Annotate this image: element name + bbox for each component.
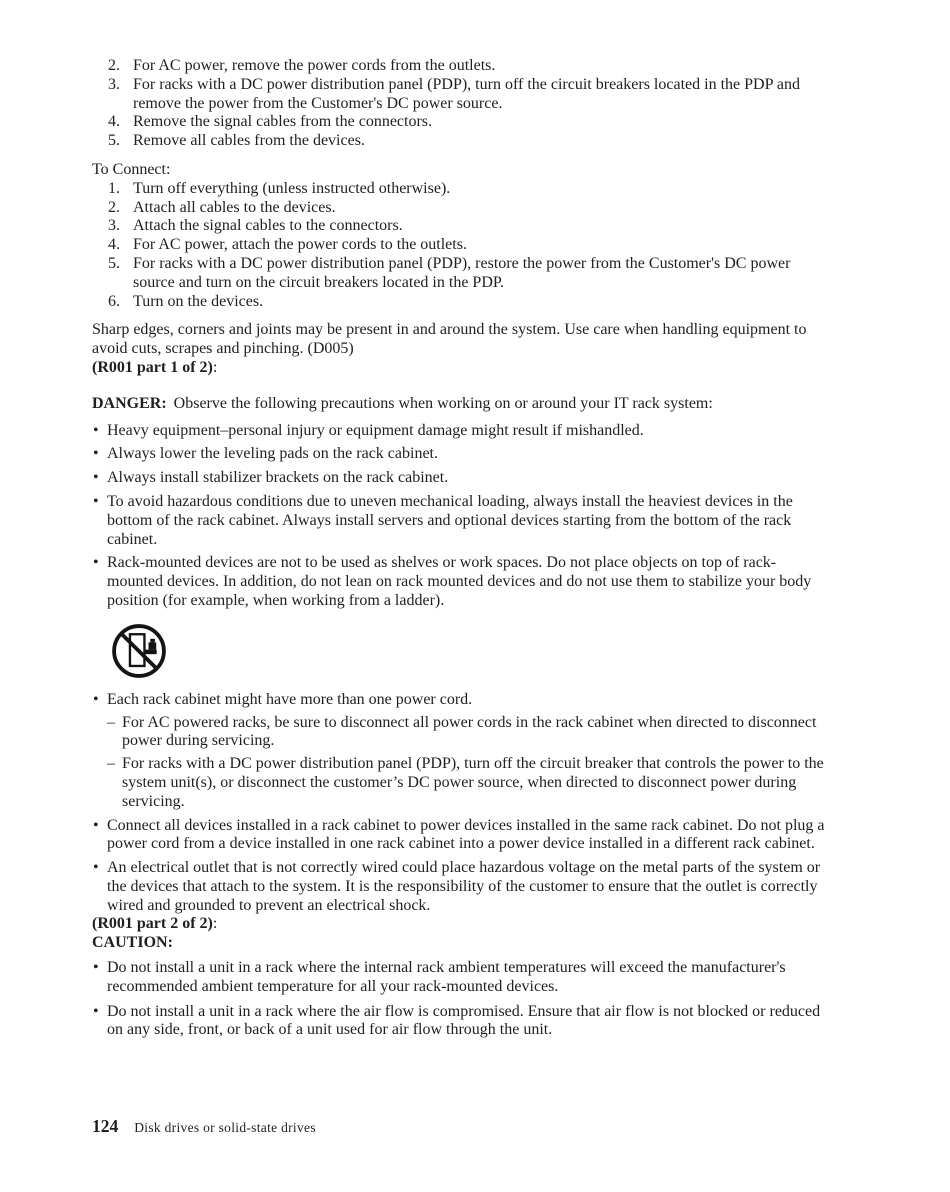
connect-intro: To Connect: bbox=[92, 160, 171, 178]
page-content bbox=[92, 57, 832, 1040]
no-objects-on-rack-icon bbox=[110, 622, 168, 680]
list-item-number: 3. bbox=[108, 75, 120, 93]
list-item-text: Remove the signal cables from the connectors. bbox=[133, 113, 433, 131]
dash-sub-item: – For racks with a DC power distribution panel (PDP), turn off the circuit breaker that controls the power to the system unit(s), or disconnect the customer’s DC power source, when directed to disconnect power during servicing. bbox=[107, 755, 832, 811]
bullet-item: • Always lower the leveling pads on the rack cabinet. bbox=[92, 445, 832, 464]
r001-part1-heading bbox=[92, 359, 832, 378]
list-item-number: 2. bbox=[108, 198, 120, 216]
list-item-number: 5. bbox=[108, 132, 120, 150]
list-item-number: 2. bbox=[108, 57, 120, 74]
list-item-text: Remove all cables from the devices. bbox=[133, 132, 365, 150]
r001-part2-label: (R001 part 2 of 2) bbox=[92, 915, 213, 933]
bullet-item: • To avoid hazardous conditions due to uneven mechanical loading, always install the heaviest devices in the bottom of the rack cabinet. Always install servers and optional devices starting from the bottom of the rack cabinet. bbox=[92, 493, 832, 549]
bullet-item: • Rack-mounted devices are not to be used as shelves or work spaces. Do not place objects on top of rack-mounted devices. In addition, do not lean on rack mounted devices and do not use them to stabilize your body position (for example, when working from a ladder). bbox=[92, 554, 832, 610]
list-item bbox=[108, 236, 832, 255]
power-cord-bullet-group bbox=[92, 691, 832, 812]
sharp-edges-paragraph: Sharp edges, corners and joints may be present in and around the system. Use care when handling equipment to avoid cuts, scrapes and pinching. (D005) bbox=[92, 321, 807, 358]
danger-paragraph bbox=[92, 395, 832, 414]
list-item-text: For AC power, remove the power cords from the outlets. bbox=[133, 57, 496, 74]
danger-label: DANGER: bbox=[92, 394, 167, 412]
bullet-item: • Connect all devices installed in a rack cabinet to power devices installed in the same rack cabinet. Do not plug a power cord from a device installed in one rack cabinet into a power device installed in a different rack cabinet. bbox=[92, 817, 832, 855]
bullet-item: • Do not install a unit in a rack where the internal rack ambient temperatures will exceed the manufacturer's recommended ambient temperature for all your rack-mounted devices. bbox=[92, 959, 832, 997]
bullet-item: • An electrical outlet that is not correctly wired could place hazardous voltage on the metal parts of the system or the devices that attach to the system. It is the responsibility of the customer to ensure that the outlet is correctly wired and grounded to prevent an electrical shock. bbox=[92, 859, 832, 915]
list-item bbox=[108, 180, 832, 199]
list-item bbox=[108, 132, 832, 151]
r001-part2-heading bbox=[92, 915, 832, 934]
list-item bbox=[108, 57, 832, 76]
r001-part2-colon: : bbox=[212, 915, 218, 933]
danger-text: Observe the following precautions when working on or around your IT rack system: bbox=[173, 394, 713, 412]
dash-sub-item: – For AC powered racks, be sure to disconnect all power cords in the rack cabinet when directed to disconnect power during servicing. bbox=[107, 714, 832, 752]
page-number: 124 bbox=[92, 1116, 119, 1136]
caution-bullet-list bbox=[92, 959, 832, 1040]
bullet-item: • Always install stabilizer brackets on the rack cabinet. bbox=[92, 469, 832, 488]
list-item-number: 4. bbox=[108, 113, 120, 131]
danger-bullet-list-2 bbox=[92, 817, 832, 916]
list-item-text: For racks with a DC power distribution panel (PDP), restore the power from the Customer's DC power source and turn on the circuit breakers located in the PDP. bbox=[133, 254, 791, 291]
list-item-text: Attach the signal cables to the connectors. bbox=[133, 217, 403, 235]
list-item-number: 5. bbox=[108, 254, 120, 272]
list-item-text: Turn on the devices. bbox=[133, 292, 264, 310]
list-item-number: 3. bbox=[108, 217, 120, 235]
list-item bbox=[108, 76, 832, 114]
prohibition-icon-row bbox=[110, 622, 832, 680]
caution-heading bbox=[92, 934, 832, 953]
danger-bullet-list-1 bbox=[92, 422, 832, 611]
list-item bbox=[108, 113, 832, 132]
list-item-number: 4. bbox=[108, 236, 120, 254]
page-footer bbox=[92, 1116, 316, 1137]
bullet-item: • Each rack cabinet might have more than one power cord. bbox=[92, 691, 832, 710]
list-item bbox=[108, 217, 832, 236]
bullet-item: • Heavy equipment–personal injury or equipment damage might result if mishandled. bbox=[92, 422, 832, 441]
list-item-text: Attach all cables to the devices. bbox=[133, 198, 336, 216]
list-item bbox=[108, 293, 832, 312]
list-item-number: 6. bbox=[108, 292, 120, 310]
list-item bbox=[108, 199, 832, 218]
caution-label: CAUTION: bbox=[92, 934, 173, 952]
r001-part1-label: (R001 part 1 of 2) bbox=[92, 358, 213, 376]
list-item-text: For AC power, attach the power cords to the outlets. bbox=[133, 236, 467, 254]
connect-steps-list bbox=[108, 180, 832, 312]
list-item-number: 1. bbox=[108, 179, 120, 197]
list-item-text: For racks with a DC power distribution panel (PDP), turn off the circuit breakers located in the PDP and remove the power from the Customer's DC power source. bbox=[133, 75, 800, 112]
list-item bbox=[108, 255, 832, 293]
list-item-text: Turn off everything (unless instructed otherwise). bbox=[133, 179, 451, 197]
r001-part1-colon: : bbox=[212, 358, 218, 376]
disconnect-steps-list bbox=[108, 57, 832, 151]
footer-chapter-label: Disk drives or solid-state drives bbox=[134, 1120, 316, 1135]
bullet-item: • Do not install a unit in a rack where the air flow is compromised. Ensure that air flow is not blocked or reduced on any side, front, or back of a unit used for air flow through the unit. bbox=[92, 1003, 832, 1041]
